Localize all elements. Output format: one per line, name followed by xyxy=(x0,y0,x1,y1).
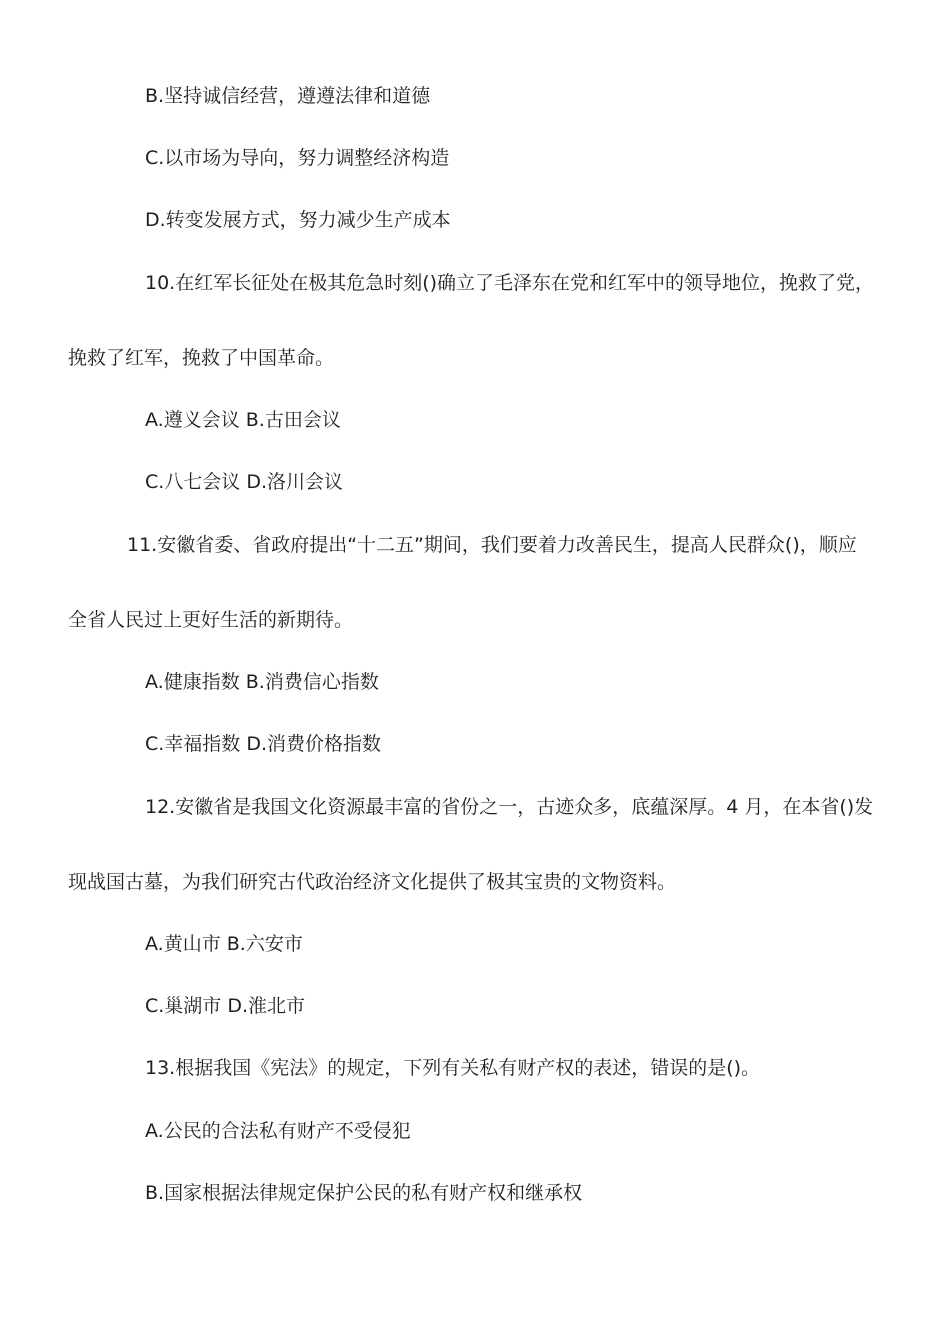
question-13: 13.根据我国《宪法》的规定，下列有关私有财产权的表述，错误的是()。 xyxy=(145,1057,761,1079)
question-10: 10.在红军长征处在极其危急时刻()确立了毛泽东在党和红军中的领导地位，挽救了党， xyxy=(145,272,875,294)
option-line: A.健康指数 B.消费信心指数 xyxy=(145,671,379,693)
question-10-continuation: 挽救了红军，挽救了中国革命。 xyxy=(68,347,335,369)
option-line: B.坚持诚信经营，遵遵法律和道德 xyxy=(145,85,431,107)
question-12: 12.安徽省是我国文化资源最丰富的省份之一，古迹众多，底蕴深厚。4 月，在本省()发 xyxy=(145,796,874,818)
option-line: C.巢湖市 D.淮北市 xyxy=(145,995,306,1017)
option-line: B.国家根据法律规定保护公民的私有财产权和继承权 xyxy=(145,1182,583,1204)
option-line: D.转变发展方式，努力减少生产成本 xyxy=(145,209,451,231)
option-line: C.幸福指数 D.消费价格指数 xyxy=(145,733,382,755)
option-line: A.遵义会议 B.古田会议 xyxy=(145,409,341,431)
question-12-continuation: 现战国古墓，为我们研究古代政治经济文化提供了极其宝贵的文物资料。 xyxy=(68,871,677,893)
question-11-continuation: 全省人民过上更好生活的新期待。 xyxy=(68,609,354,631)
option-line: A.黄山市 B.六安市 xyxy=(145,933,303,955)
option-line: C.八七会议 D.洛川会议 xyxy=(145,471,344,493)
option-line: C.以市场为导向，努力调整经济构造 xyxy=(145,147,450,169)
option-line: A.公民的合法私有财产不受侵犯 xyxy=(145,1120,411,1142)
question-11: 11.安徽省委、省政府提出“十二五”期间，我们要着力改善民生，提高人民群众()，顺应 xyxy=(127,534,857,556)
